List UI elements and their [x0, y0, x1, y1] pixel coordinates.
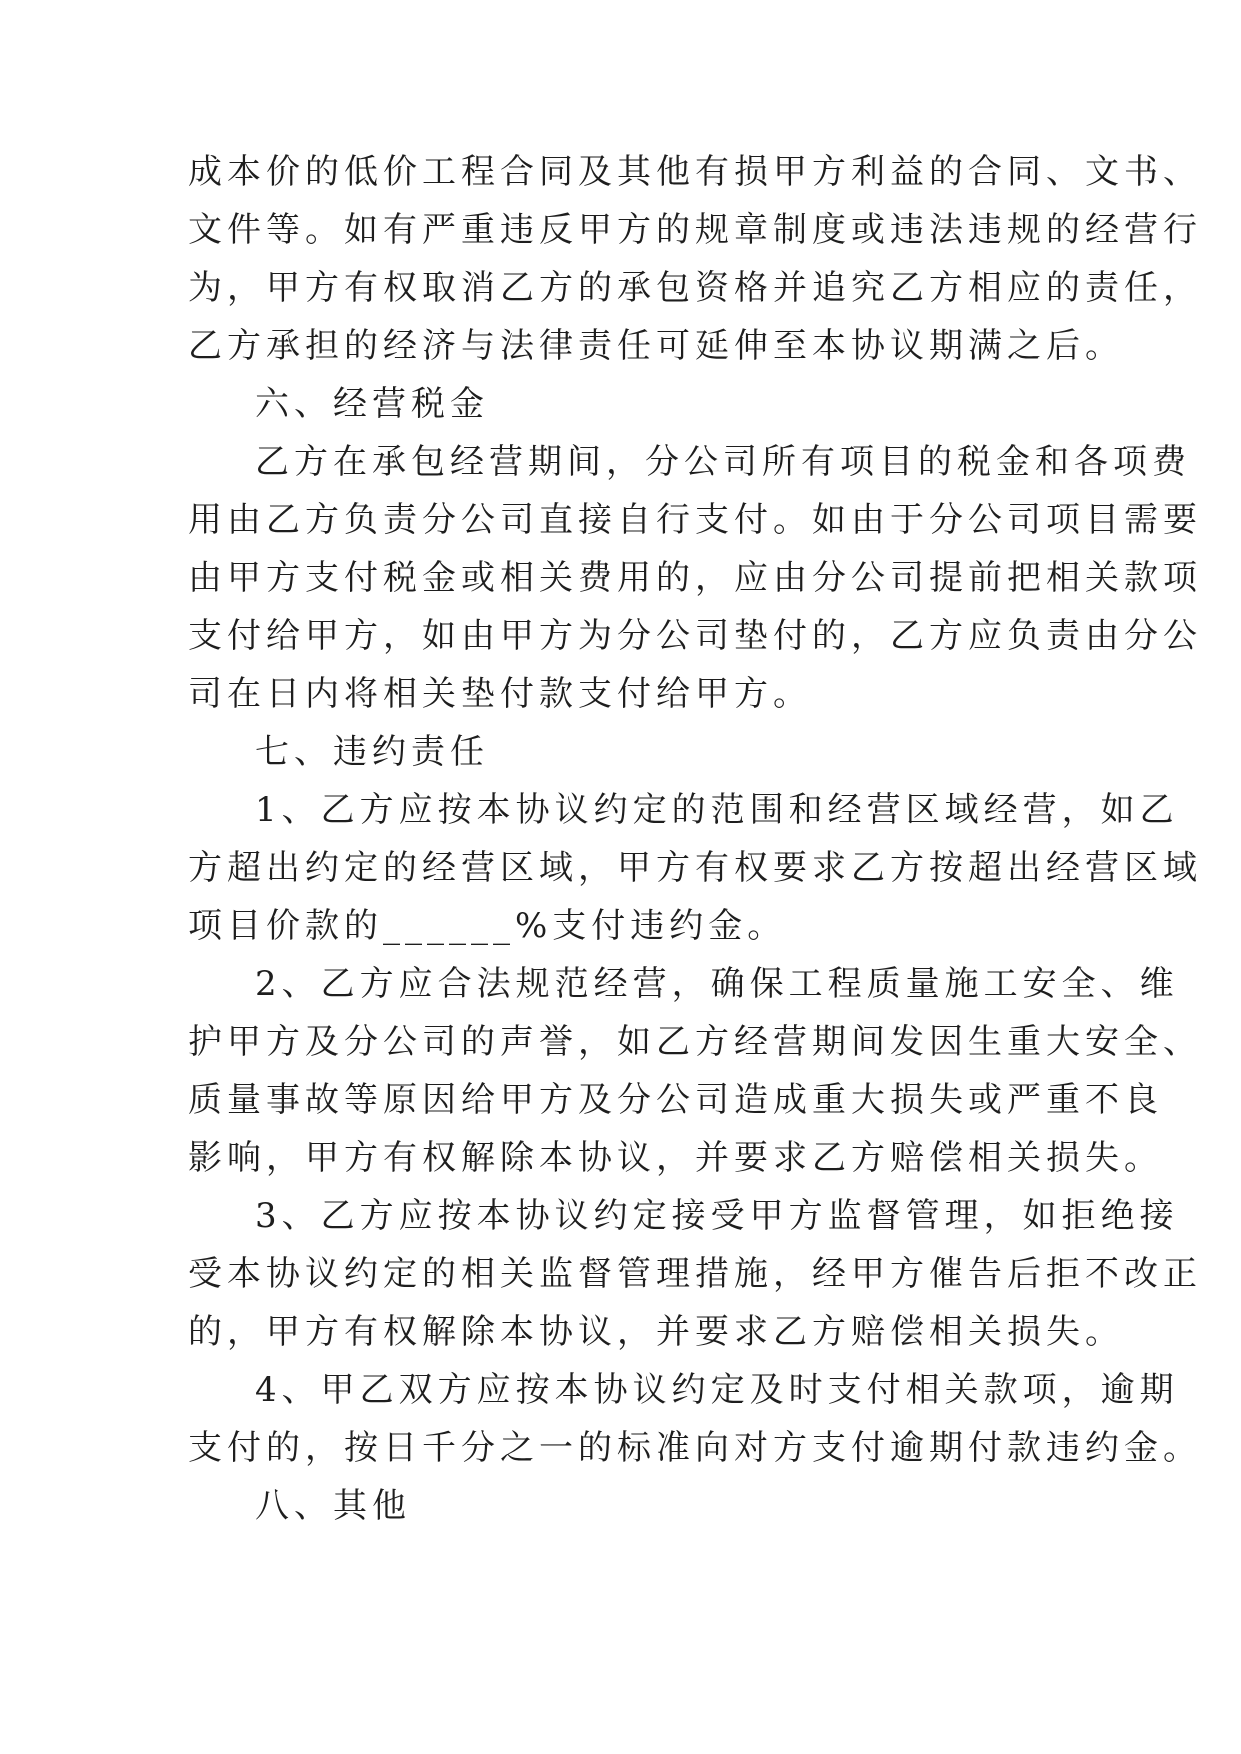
paragraph-line: 为，甲方有权取消乙方的承包资格并追究乙方相应的责任，	[188, 268, 1202, 308]
paragraph-line: 影响，甲方有权解除本协议，并要求乙方赔偿相关损失。	[188, 1138, 1163, 1178]
paragraph-line: 由甲方支付税金或相关费用的，应由分公司提前把相关款项	[188, 558, 1202, 598]
paragraph-line: 支付给甲方，如由甲方为分公司垫付的，乙方应负责由分公	[188, 616, 1202, 656]
paragraph-line: 文件等。如有严重违反甲方的规章制度或违法违规的经营行	[188, 210, 1202, 250]
paragraph-line: 质量事故等原因给甲方及分公司造成重大损失或严重不良	[188, 1080, 1163, 1120]
section-heading: 八、其他	[255, 1486, 411, 1526]
paragraph-line: 4、甲乙双方应按本协议约定及时支付相关款项，逾期	[255, 1370, 1179, 1410]
section-heading: 六、经营税金	[255, 384, 489, 424]
paragraph-line: 2、乙方应合法规范经营，确保工程质量施工安全、维	[255, 964, 1179, 1004]
paragraph-line: 的，甲方有权解除本协议，并要求乙方赔偿相关损失。	[188, 1312, 1124, 1352]
paragraph-line: 乙方承担的经济与法律责任可延伸至本协议期满之后。	[188, 326, 1124, 366]
paragraph-line: 护甲方及分公司的声誉，如乙方经营期间发因生重大安全、	[188, 1022, 1202, 1062]
paragraph-line: 受本协议约定的相关监督管理措施，经甲方催告后拒不改正	[188, 1254, 1202, 1294]
paragraph-line: 用由乙方负责分公司直接自行支付。如由于分公司项目需要	[188, 500, 1202, 540]
paragraph-line: 3、乙方应按本协议约定接受甲方监督管理，如拒绝接	[255, 1196, 1179, 1236]
paragraph-line: 支付的，按日千分之一的标准向对方支付逾期付款违约金。	[188, 1428, 1202, 1468]
paragraph-line: 方超出约定的经营区域，甲方有权要求乙方按超出经营区域	[188, 848, 1202, 888]
paragraph-line: 司在日内将相关垫付款支付给甲方。	[188, 674, 812, 714]
paragraph-line: 1、乙方应按本协议约定的范围和经营区域经营，如乙	[255, 790, 1179, 830]
paragraph-line: 项目价款的______%支付违约金。	[188, 906, 787, 946]
paragraph-line: 成本价的低价工程合同及其他有损甲方利益的合同、文书、	[188, 152, 1202, 192]
paragraph-line: 乙方在承包经营期间，分公司所有项目的税金和各项费	[255, 442, 1191, 482]
section-heading: 七、违约责任	[255, 732, 489, 772]
